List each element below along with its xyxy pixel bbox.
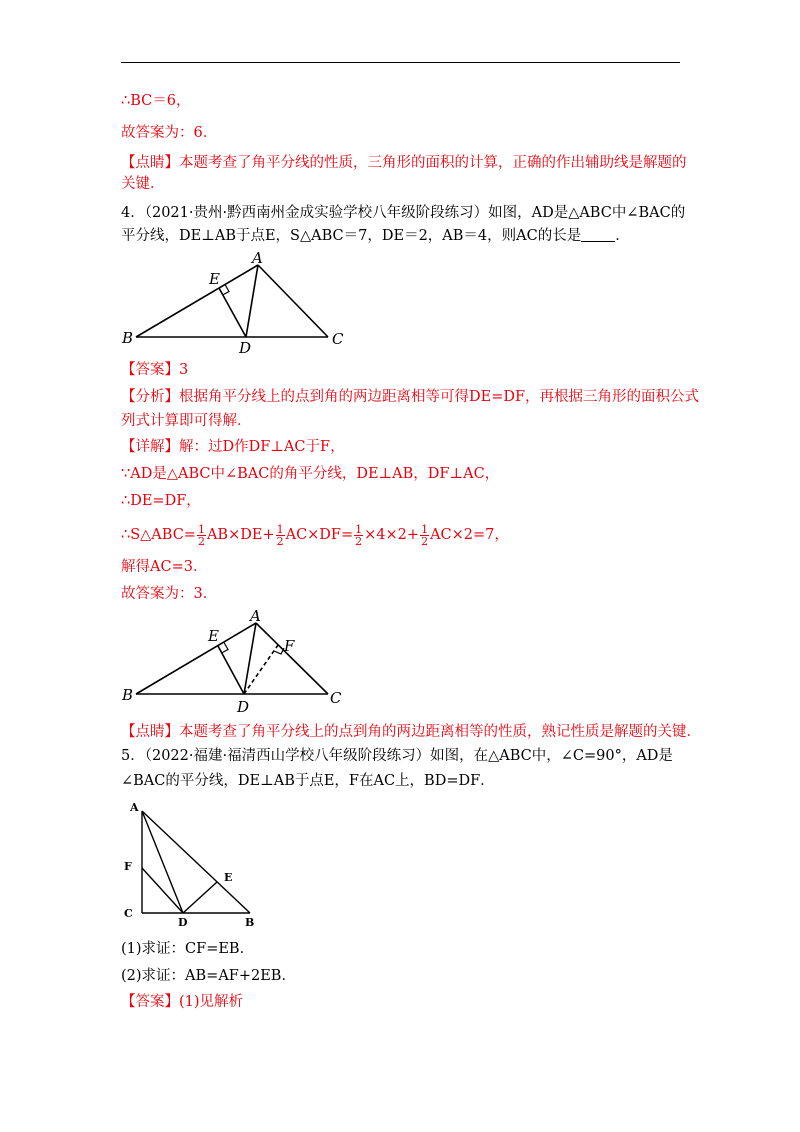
fraction-half: $\frac{1}{2}$ [197,522,205,548]
fraction-half: $\frac{1}{2}$ [276,522,284,548]
point-label: A [130,801,139,814]
question-5-stem: ∠BAC的平分线，DE⊥AB于点E，F在AC上，BD=DF． [121,773,495,789]
point-label: B [245,916,255,929]
sub-question: (2)求证：AB=AF+2EB． [121,968,296,984]
question-5-stem: 5．（2022·福建·福清西山学校八年级阶段练习）如图，在△ABC中，∠C=90°，AD是 [121,748,673,764]
figure-triangle-1 [118,248,358,356]
point-label: E [208,627,219,645]
fraction-half: $\frac{1}{2}$ [355,522,363,548]
figure-right-triangle [118,797,268,929]
text-line: ∴BC＝6， [121,93,191,109]
solution-line: ∴DE=DF， [121,493,201,509]
solution-line: 故答案为：3． [121,586,218,602]
point-label: D [237,698,250,716]
solution-line: 【详解】解：过D作DF⊥AC于F， [121,439,345,455]
point-label: C [330,689,342,707]
header-rule [121,62,680,63]
question-4-stem: 4．（2021·贵州·黔西南州金成实验学校八年级阶段练习）如图，AD是△ABC中∠BAC的 [121,205,686,221]
point-label: B [122,686,134,704]
sub-question: (1)求证：CF=EB． [121,941,255,957]
point-label: A [250,607,261,625]
point-label: C [332,330,344,348]
point-label: F [124,860,132,873]
point-label: B [122,329,134,347]
answer-line: 【答案】(1)见解析 [121,994,244,1010]
analysis-line: 【分析】根据角平分线上的点到角的两边距离相等可得DE=DF，再根据三角形的面积公式 [121,389,700,405]
fraction-half: $\frac{1}{2}$ [421,522,429,548]
point-label: A [252,249,263,267]
text-line: 故答案为：6． [121,125,218,141]
question-4-stem: 平分线，DE⊥AB于点E，S△ABC＝7，DE＝2，AB＝4，则AC的长是 ． [121,228,630,244]
point-label: E [209,270,220,288]
area-equation: ∴S△ABC= $\frac{1}{2}$ AB×DE+ $\frac{1}{2}$ AC×DF= $\frac{1}{2}$ ×4×2+ $\frac{1}{2}$ AC×2=7， [121,522,509,548]
solution-line: 解得AC=3． [121,559,208,575]
point-label: D [239,339,252,356]
text-line: 【点睛】本题考查了角平分线的性质，三角形的面积的计算，正确的作出辅助线是解题的 [121,155,687,171]
point-label: D [178,916,188,929]
solution-line: ∵AD是△ABC中∠BAC的角平分线，DE⊥AB，DF⊥AC， [121,466,500,482]
point-label: E [224,871,233,884]
figure-triangle-2 [118,606,358,718]
point-label: C [124,907,133,920]
answer-blank [581,227,615,242]
analysis-line: 列式计算即可得解． [121,413,252,429]
text-line: 关键． [121,176,165,192]
answer-line: 【答案】3 [121,362,189,378]
remark-line: 【点睛】本题考查了角平分线上的点到角的两边距离相等的性质，熟记性质是解题的关键． [121,724,701,740]
point-label: F [284,637,295,655]
